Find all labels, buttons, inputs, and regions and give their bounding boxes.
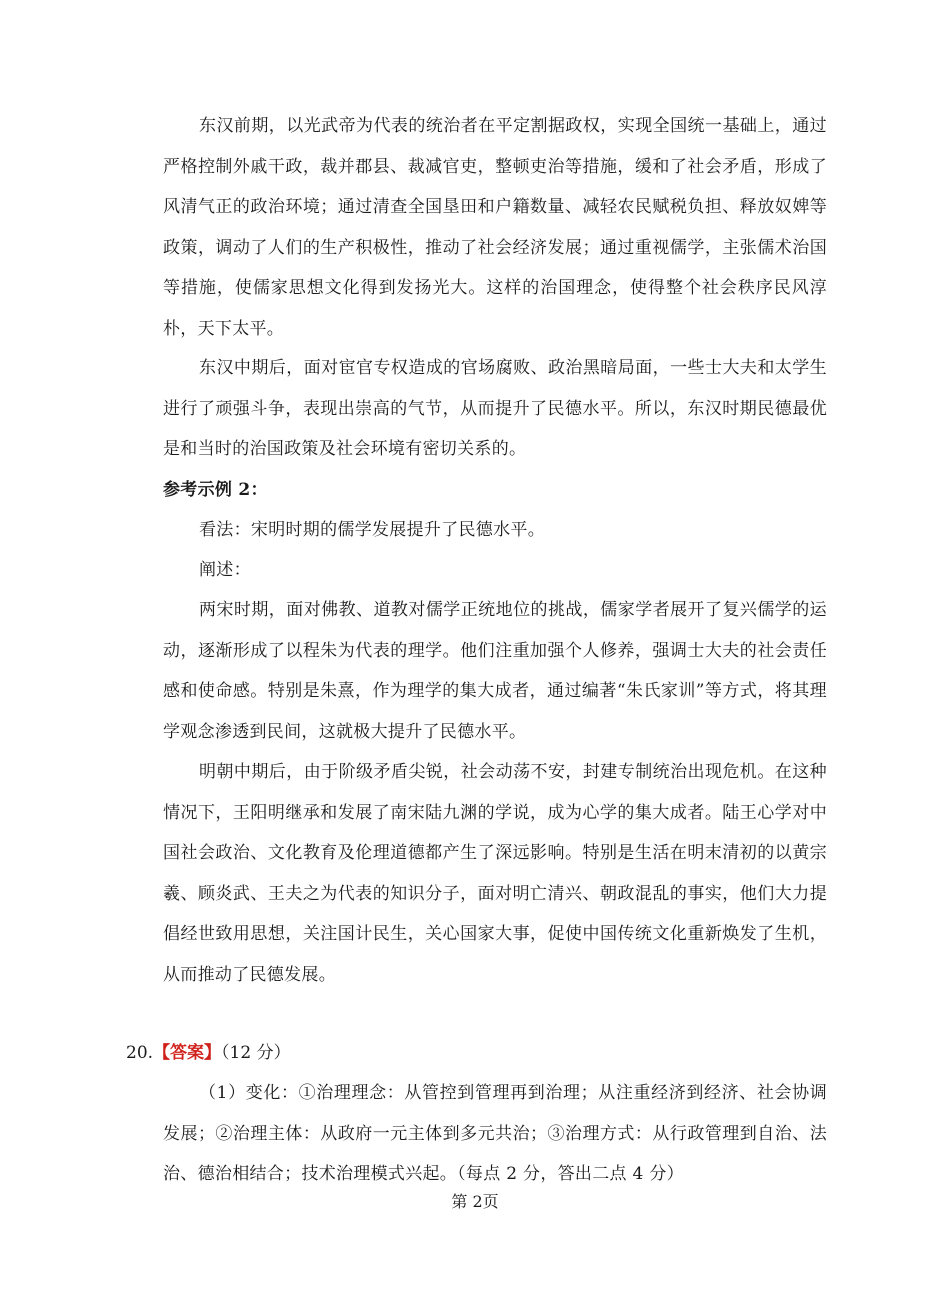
answer-header bbox=[126, 1033, 291, 1073]
answer-tag: 【答案】 bbox=[153, 1043, 222, 1063]
elaborate-label: 阐述： bbox=[199, 560, 251, 580]
page-number: 第 2页 bbox=[451, 1192, 499, 1211]
paragraph-eastern-han-early: 东汉前期，以光武帝为代表的统治者在平定割据政权，实现全国统一基础上，通过严格控制外戚干政，裁并郡县、裁减官吏，整顿吏治等措施，缓和了社会矛盾，形成了风清气正的政治环境；通过清查全国垦田和户籍数量、减轻农民赋税负担、释放奴婢等政策，调动了人们的生产积极性，推动了社会经济发展；通过重视儒学，主张儒术治国等措施，使儒家思想文化得到发扬光大。这样的治国理念，使得整个社会秩序民风淳朴，天下太平。 bbox=[163, 116, 827, 339]
answer-score: （12 分） bbox=[221, 1043, 291, 1063]
example-heading-block bbox=[163, 470, 827, 511]
page-footer bbox=[0, 1190, 950, 1214]
paragraph-song-dynasty: 两宋时期，面对佛教、道教对儒学正统地位的挑战，儒家学者展开了复兴儒学的运动，逐渐形成了以程朱为代表的理学。他们注重加强个人修养，强调士大夫的社会责任感和使命感。特别是朱熹，作为理学的集大成者，通过编著“朱氏家训”等方式，将其理学观念渗透到民间，这就极大提升了民德水平。 bbox=[163, 600, 827, 742]
view-statement: 看法：宋明时期的儒学发展提升了民德水平。 bbox=[199, 520, 545, 540]
answer-body-block bbox=[163, 1073, 827, 1195]
paragraph-ming-dynasty: 明朝中期后，由于阶级矛盾尖锐，社会动荡不安，封建专制统治出现危机。在这种情况下，王阳明继承和发展了南宋陆九渊的学说，成为心学的集大成者。陆王心学对中国社会政治、文化教育及伦理道德都产生了深远影响。特别是生活在明末清初的以黄宗羲、顾炎武、王夫之为代表的知识分子，面对明亡清兴、朝政混乱的事实，他们大力提倡经世致用思想，关注国计民生，关心国家大事，促使中国传统文化重新焕发了生机，从而推动了民德发展。 bbox=[163, 762, 827, 985]
paragraph-block bbox=[163, 590, 827, 752]
paragraph-block bbox=[163, 348, 827, 470]
answer-paragraph-1: （1）变化：①治理理念：从管控到管理再到治理；从注重经济到经济、社会协调发展；②治理主体：从政府一元主体到多元共治；③治理方式：从行政管理到自治、法治、德治相结合；技术治理模式兴起。（每点 2 分，答出二点 4 分） bbox=[163, 1083, 827, 1184]
paragraph-eastern-han-mid: 东汉中期后，面对宦官专权造成的官场腐败、政治黑暗局面，一些士大夫和太学生进行了顽强斗争，表现出崇高的气节，从而提升了民德水平。所以，东汉时期民德最优是和当时的治国政策及社会环境有密切关系的。 bbox=[163, 358, 827, 459]
question-number: 20. bbox=[126, 1043, 154, 1063]
view-block bbox=[163, 510, 827, 551]
paragraph-block bbox=[163, 106, 827, 349]
example-heading: 参考示例 2： bbox=[163, 480, 268, 500]
elaborate-block bbox=[163, 550, 827, 591]
paragraph-block bbox=[163, 752, 827, 995]
